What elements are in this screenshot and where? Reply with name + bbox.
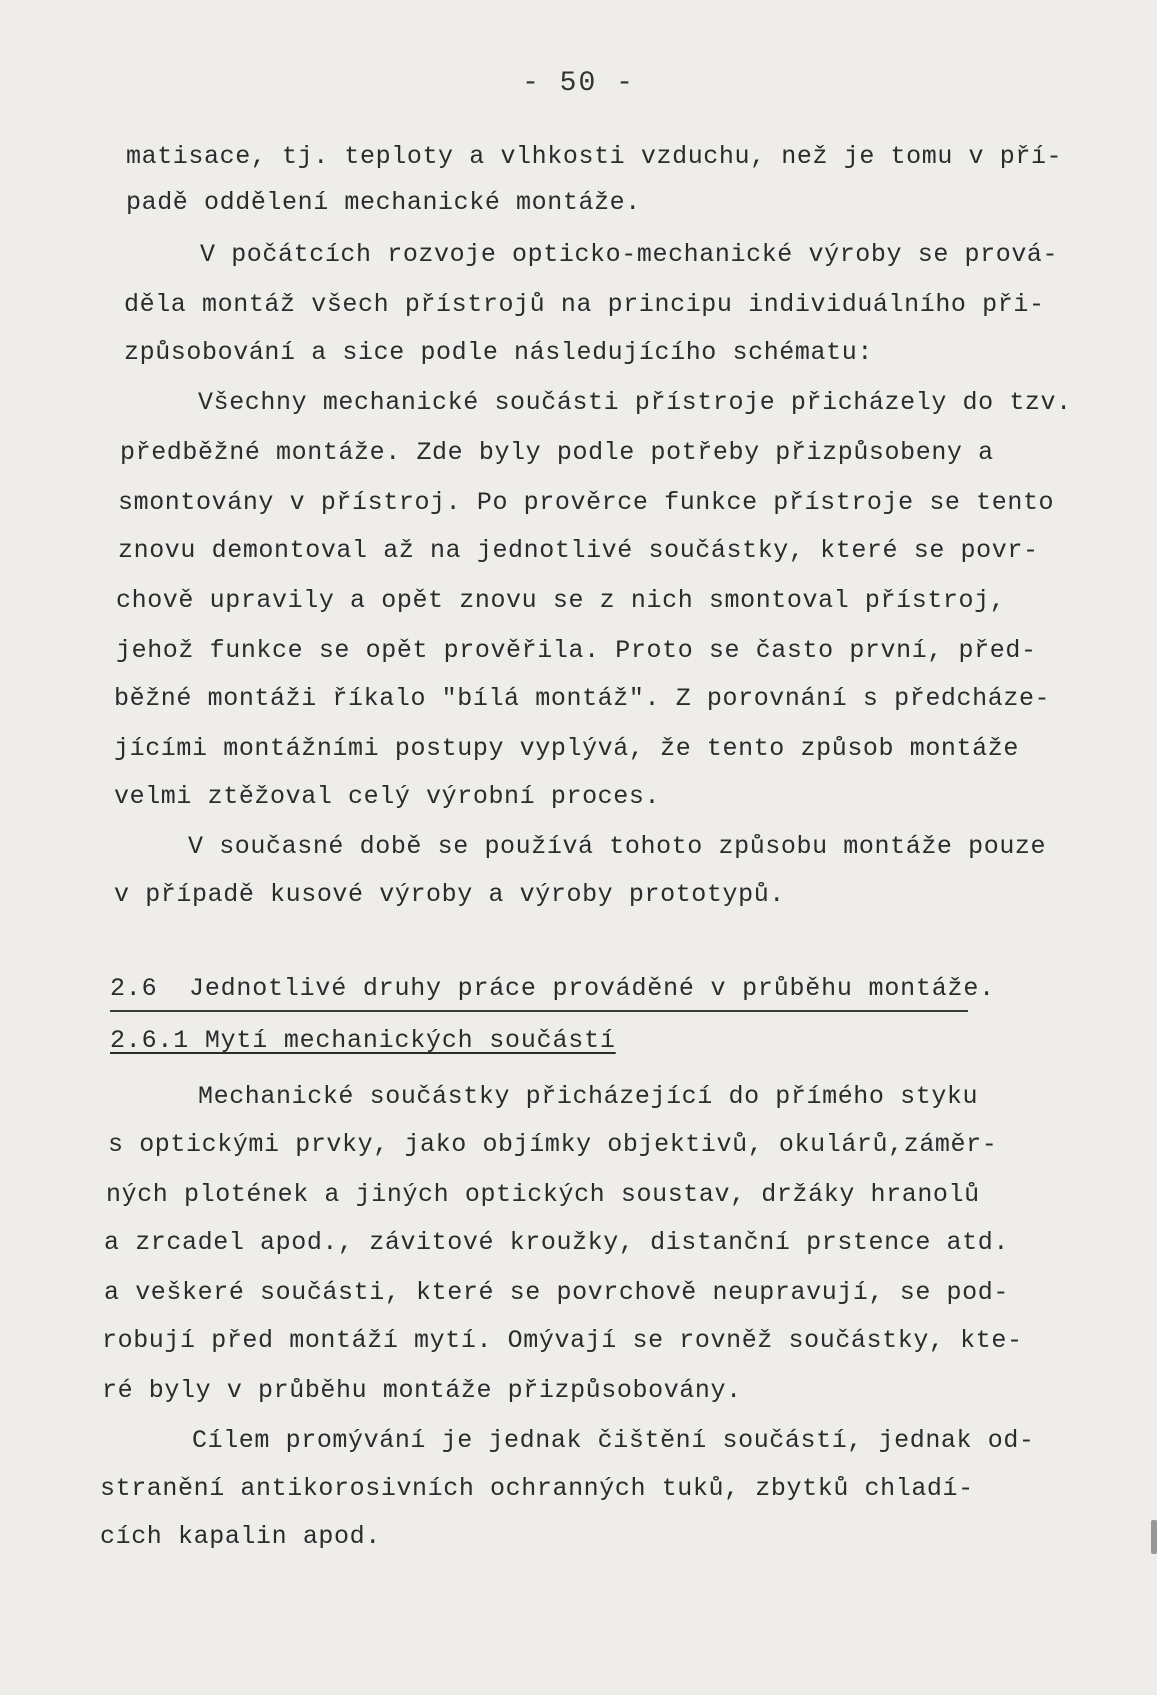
text-line: V počátcích rozvoje opticko-mechanické výroby se prová- [200,240,1059,269]
text-line: V současné době se používá tohoto způsobu montáže pouze [188,832,1047,861]
text-line: jícími montážními postupy vyplývá, že tento způsob montáže [114,734,1019,763]
text-line: děla montáž všech přístrojů na principu individuálního při- [124,290,1045,319]
text-line: způsobování a sice podle následujícího schématu: [124,338,873,367]
text-line: smontovány v přístroj. Po prověrce funkce přístroje se tento [118,488,1055,517]
text-line: jehož funkce se opět prověřila. Proto se často první, před- [116,636,1037,665]
text-line: chově upravily a opět znovu se z nich smontoval přístroj, [116,586,1006,615]
subsection-heading: 2.6.1 Mytí mechanických součástí [110,1026,616,1055]
text-line: předběžné montáže. Zde byly podle potřeby přizpůsobeny a [120,438,994,467]
text-line: padě oddělení mechanické montáže. [126,188,641,217]
text-line: ných plotének a jiných optických soustav, držáky hranolů [106,1180,980,1209]
text-line: a zrcadel apod., závitové kroužky, distanční prstence atd. [104,1228,1009,1257]
section-heading-underline [110,1010,968,1012]
binding-edge-mark [1151,1520,1157,1554]
text-line: znovu demontoval až na jednotlivé součástky, které se povr- [118,536,1039,565]
text-line: Cílem promývání je jednak čištění součástí, jednak od- [192,1426,1035,1455]
text-line: cích kapalin apod. [100,1522,381,1551]
text-line: ré byly v průběhu montáže přizpůsobovány. [102,1376,742,1405]
text-line: s optickými prvky, jako objímky objektivů, okulárů,záměr- [108,1130,998,1159]
text-line: Všechny mechanické součásti přístroje přicházely do tzv. [198,388,1072,417]
text-line: Mechanické součástky přicházející do přímého styku [198,1082,979,1111]
page-number: - 50 - [522,68,635,99]
text-line: běžné montáži říkalo "bílá montáž". Z porovnání s předcháze- [114,684,1051,713]
text-line: velmi ztěžoval celý výrobní proces. [114,782,661,811]
text-line: v případě kusové výroby a výroby prototypů. [114,880,785,909]
text-line: stranění antikorosivních ochranných tuků, zbytků chladí- [100,1474,974,1503]
text-line: a veškeré součásti, které se povrchově neupravují, se pod- [104,1278,1009,1307]
text-line: matisace, tj. teploty a vlhkosti vzduchu, než je tomu v pří- [126,142,1063,171]
section-heading: 2.6 Jednotlivé druhy práce prováděné v průběhu montáže. [110,974,995,1003]
text-line: robují před montáží mytí. Omývají se rovněž součástky, kte- [102,1326,1023,1355]
